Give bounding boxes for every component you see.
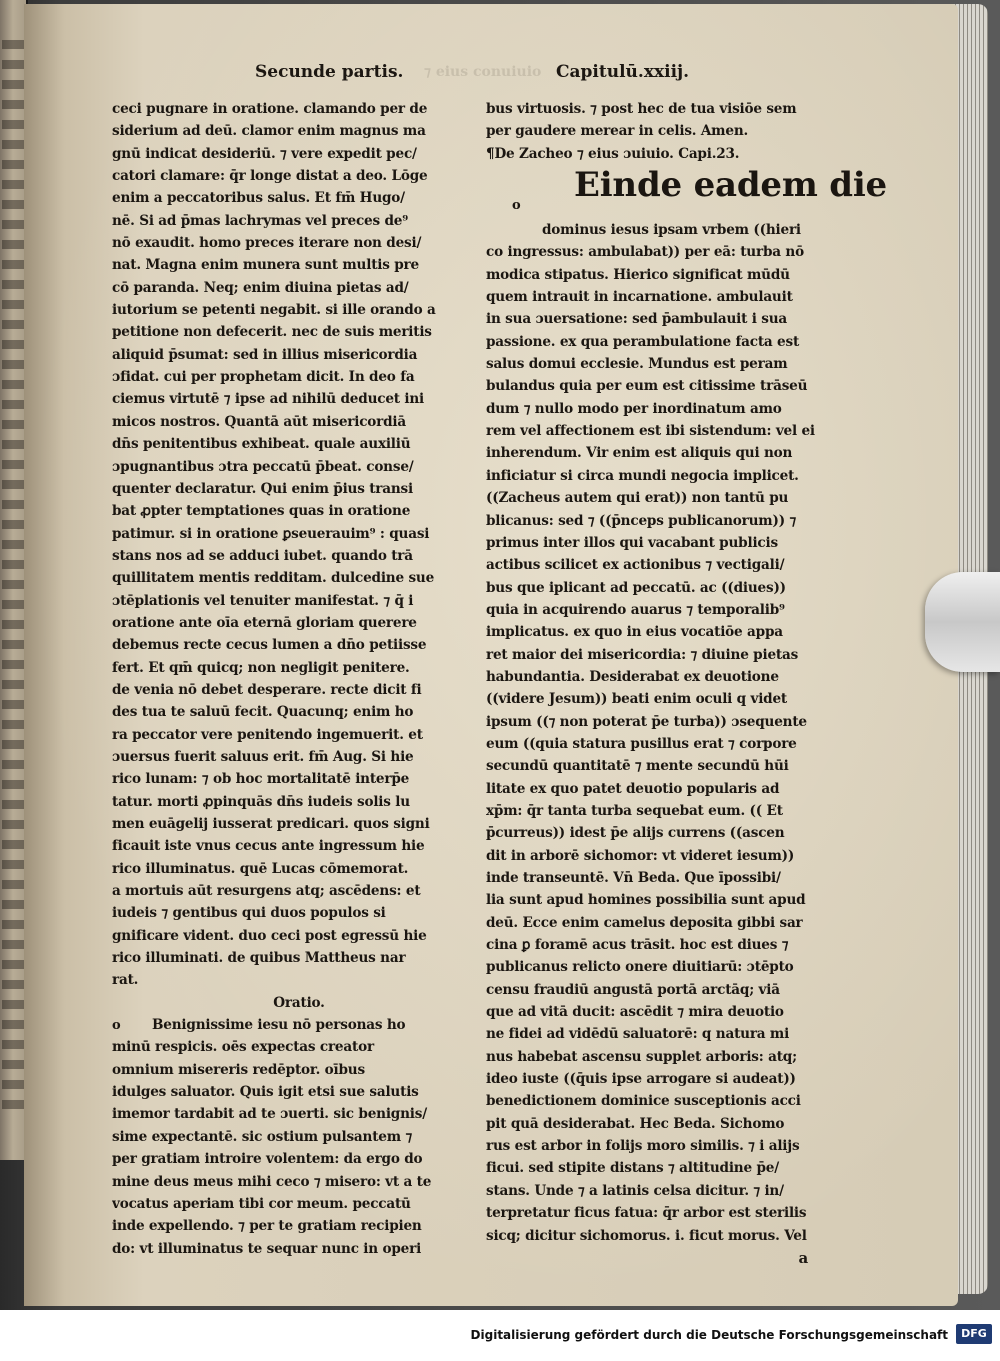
text-line: xp̄m: q̄r tanta turba sequebat eum. (( Et xyxy=(486,802,783,819)
left-column-lines xyxy=(112,98,486,992)
text-line: do: vt illuminatus te sequar nunc in operi xyxy=(112,1240,422,1257)
text-line: que ad vitā ducit: ascēdit ⁊ mira deuotio xyxy=(486,1004,784,1021)
text-line: rico illuminatus. quē Lucas cōmemorat. xyxy=(112,860,409,877)
left-column xyxy=(112,98,486,1260)
text-line: blicanus: sed ⁊ ((p̄nceps publicanorum)) ⁊ xyxy=(486,512,797,529)
text-line: censu fraudiū angustā portā arctāq; viā xyxy=(486,981,780,998)
prayer-line: Benignissime iesu nō personas ho xyxy=(152,1017,406,1034)
chapter-incipit xyxy=(486,165,887,219)
chapter-heading: ¶De Zacheo ⁊ eius ɔuiuio. Capi.23. xyxy=(486,145,740,162)
text-line: imemor tardabit ad te ɔuerti. sic benignis/ xyxy=(112,1106,427,1123)
text-line: des tua te saluū fecit. Quacunq; enim ho xyxy=(112,704,414,721)
text-line: nē. Si ad p̄mas lachrymas vel preces de⁹ xyxy=(112,212,408,229)
text-line: ret maior dei misericordia: ⁊ diuine pietas xyxy=(486,646,799,663)
incipit-guide-letter: o xyxy=(512,198,521,214)
text-line: rat. xyxy=(112,972,139,989)
text-line: passione. ex qua perambulatione facta est xyxy=(486,333,800,350)
text-line: in sua ɔuersatione: sed p̄ambulauit i sua xyxy=(486,311,787,328)
text-line: stans. Unde ⁊ a latinis celsa dicitur. ⁊ in/ xyxy=(486,1182,784,1199)
text-line: vocatus aperiam tibi cor meum. peccatū xyxy=(112,1195,411,1212)
text-line: idulges saluator. Quis igit etsi sue salutis xyxy=(112,1084,419,1101)
text-line: nat. Magna enim munera sunt multis pre xyxy=(112,257,419,274)
text-line: co ingressus: ambulabat)) per eā: turba nō xyxy=(486,244,804,261)
text-line: inde expellendo. ⁊ per te gratiam recipien xyxy=(112,1218,422,1235)
text-line: ra peccator vere penitendo ingemuerit. et xyxy=(112,726,423,743)
text-line: stans nos ad se adduci iubet. quando trā xyxy=(112,547,413,564)
text-line: ne fidei ad vidēdū saluatorē: q natura mi xyxy=(486,1026,790,1043)
text-line: de venia nō debet desperare. recte dicit fi xyxy=(112,681,422,698)
text-line: cō paranda. Neq; enim diuina pietas ad/ xyxy=(112,279,409,296)
text-line: rus est arbor in folijs moro similis. ⁊ i alijs xyxy=(486,1138,800,1155)
text-line: tatur. morti ꝓpinquās dn̄s iudeis solis lu xyxy=(112,793,410,810)
right-column xyxy=(486,98,887,1269)
text-line: ideo iuste ((q̄uis ipse arrogare si audeat)) xyxy=(486,1071,796,1088)
text-line: publicanus relicto onere diuitiarū: ɔtēpto xyxy=(486,959,794,976)
text-line: ɔpugnantibus ɔtra peccatū p̄beat. conse/ xyxy=(112,458,414,475)
right-column-top-lines xyxy=(486,98,858,143)
text-line: quenter declaratur. Qui enim p̄ius transi xyxy=(112,480,413,497)
text-line: a mortuis aūt resurgens atq; ascēdens: et xyxy=(112,883,421,900)
prayer-lines xyxy=(112,1036,486,1259)
text-line: mine deus meus mihi ceco ⁊ misero: vt a te xyxy=(112,1173,432,1190)
text-line: ficui. sed stipite distans ⁊ altitudine p̄e/ xyxy=(486,1160,779,1177)
text-line: ((Zacheus autem qui erat)) non tantū pu xyxy=(486,490,789,507)
text-line: quia in acquirendo auarus ⁊ temporalib⁹ xyxy=(486,601,785,618)
text-line: per gaudere merear in celis. Amen. xyxy=(486,123,749,140)
text-line: ɔuersus fuerit saluus erit. fm̄ Aug. Si hie xyxy=(112,748,414,765)
text-line: quillitatem mentis redditam. dulcedine sue xyxy=(112,570,435,587)
text-line: iutorium se petenti negabit. si ille orando a xyxy=(112,302,436,319)
text-line: aliquid p̄sumat: sed in illius misericordia xyxy=(112,346,418,363)
prayer-first-line xyxy=(112,1014,486,1036)
book-page xyxy=(24,4,958,1306)
text-line: fert. Et qm̄ quicq; non negligit penitere. xyxy=(112,659,410,676)
text-line: cina ꝑ foramē acus trāsit. hoc est diues ⁊ xyxy=(486,937,789,954)
text-line: benedictionem dominice susceptionis acci xyxy=(486,1093,801,1110)
text-line: rico lunam: ⁊ ob hoc mortalitatē interp̄e xyxy=(112,771,410,788)
right-column-lines xyxy=(486,219,858,1247)
running-head-right: Capitulū.xxiij. xyxy=(556,62,690,82)
text-line: ɔtēplationis vel tenuiter manifestat. ⁊ q̄ i xyxy=(112,592,414,609)
text-line: gnū indicat desideriū. ⁊ vere expedit pec/ xyxy=(112,145,417,162)
text-line: enim a peccatoribus salus. Et fm̄ Hugo/ xyxy=(112,190,405,207)
text-line: bus que iplicant ad peccatū. ac ((diues)) xyxy=(486,579,786,596)
text-line: pit quā desiderabat. Hec Beda. Sichomo xyxy=(486,1115,785,1132)
text-line: quem intrauit in incarnatione. ambulauit xyxy=(486,289,793,306)
text-line: eum ((quia statura pusillus erat ⁊ corpore xyxy=(486,735,797,752)
facing-page-text-fragment xyxy=(2,40,24,1120)
text-line: micos nostros. Quantā aūt misericordiā xyxy=(112,413,407,430)
text-line: minū respicis. oēs expectas creator xyxy=(112,1039,374,1056)
text-line: dn̄s penitentibus exhibeat. quale auxiliū xyxy=(112,436,411,453)
text-line: rico illuminati. de quibus Mattheus nar xyxy=(112,950,406,967)
text-line: ceci pugnare in oratione. clamando per de xyxy=(112,101,428,117)
text-line: inde transeuntē. Vn̄ Beda. Que īpossibi/ xyxy=(486,870,781,886)
text-line: sicq; dicitur sichomorus. i. ficut morus. Vel xyxy=(486,1227,807,1244)
oratio-heading: Oratio. xyxy=(273,994,325,1011)
text-line: petitione non defecerit. nec de suis meritis xyxy=(112,324,432,341)
text-line: ipsum ((⁊ non poterat p̄e turba)) ɔsequente xyxy=(486,713,807,730)
text-line: secundū quantitatē ⁊ mente secundū hūi xyxy=(486,758,789,775)
text-line: siderium ad deū. clamor enim magnus ma xyxy=(112,123,426,140)
text-line: dit in arborē sichomor: vt videret iesum)) xyxy=(486,847,795,864)
text-line: iudeis ⁊ gentibus qui duos populos si xyxy=(112,905,386,922)
page-clip xyxy=(925,572,1000,672)
text-line: primus inter illos qui vacabant publicis xyxy=(486,534,778,551)
text-line: patimur. si in oratione ꝑseuerauim⁹ : quasi xyxy=(112,525,430,542)
text-line: ɔfidat. cui per prophetam dicit. In deo fa xyxy=(112,369,415,386)
funding-credit: Digitalisierung gefördert durch die Deutsche Forschungsgemeinschaft xyxy=(470,1328,948,1342)
funding-footer xyxy=(0,1310,1000,1361)
text-line: dum ⁊ nullo modo per inordinatum amo xyxy=(486,400,782,417)
text-line: rem vel affectionem est ibi sistendum: vel ei xyxy=(486,423,815,440)
text-line: modica stipatus. Hierico significat mūdū xyxy=(486,266,790,283)
incipit-large-text: Einde eadem die xyxy=(574,165,887,206)
text-line: lia sunt apud homines possibilia sunt apud xyxy=(486,892,806,909)
text-line: bus virtuosis. ⁊ post hec de tua visiōe sem xyxy=(486,101,797,117)
running-head-left: Secunde partis. xyxy=(255,62,404,82)
dfg-logo: DFG xyxy=(956,1324,992,1344)
text-line: nō exaudit. homo preces iterare non desi/ xyxy=(112,235,422,252)
show-through-text: ⁊ eius conuiuio xyxy=(424,64,542,80)
text-line: bulandus quia per eum est citissime trāseū xyxy=(486,378,808,395)
text-line: oratione ante oīa eternā gloriam querere xyxy=(112,614,417,631)
initial-guide-letter: o xyxy=(112,1018,121,1034)
text-line: per gratiam introire volentem: da ergo do xyxy=(112,1151,423,1168)
text-line: inherendum. Vir enim est aliquis qui non xyxy=(486,445,793,462)
text-line: omnium misereris redēptor. oībus xyxy=(112,1061,365,1078)
text-line: gnificare vident. duo ceci post egressū hie xyxy=(112,927,427,944)
text-line: debemus recte cecus lumen a dn̄o petiisse xyxy=(112,637,427,654)
text-line: litate ex quo patet deuotio popularis ad xyxy=(486,780,780,797)
text-line: bat ꝓpter temptationes quas in oratione xyxy=(112,503,411,520)
text-line: implicatus. ex quo in eius vocatiōe appa xyxy=(486,624,783,641)
text-line: sime expectantē. sic ostium pulsantem ⁊ xyxy=(112,1128,413,1145)
text-line: habundantia. Desiderabat ex deuotione xyxy=(486,668,779,685)
text-line: dominus iesus ipsam vrbem ((hieri xyxy=(542,222,801,239)
text-line: actibus scilicet ex actionibus ⁊ vectigali/ xyxy=(486,557,785,574)
text-line: salus domui ecclesie. Mundus est peram xyxy=(486,356,788,373)
text-line: ficauit iste vnus cecus ante ingressum hie xyxy=(112,838,425,855)
text-line: ((videre Jesum)) beati enim oculi q videt xyxy=(486,691,787,708)
text-line: men euāgelij iusserat predicari. quos signi xyxy=(112,816,430,832)
text-line: catori clamare: q̄r longe distat a deo. Lōge xyxy=(112,168,428,185)
text-line: inficiatur si circa mundi negocia implicet. xyxy=(486,467,799,484)
signature-mark: a xyxy=(798,1248,808,1267)
text-line: terpretatur ficus fatua: q̄r arbor est sterilis xyxy=(486,1205,807,1222)
text-line: deū. Ecce enim camelus deposita gibbi sar xyxy=(486,914,803,931)
text-line: ciemus virtutē ⁊ ipse ad nihilū deducet ini xyxy=(112,391,424,408)
text-line: nus habebat ascensu supplet arboris: atq; xyxy=(486,1048,797,1065)
text-line: p̄curreus)) idest p̄e alijs currens ((ascen xyxy=(486,825,785,842)
running-head xyxy=(24,62,958,92)
